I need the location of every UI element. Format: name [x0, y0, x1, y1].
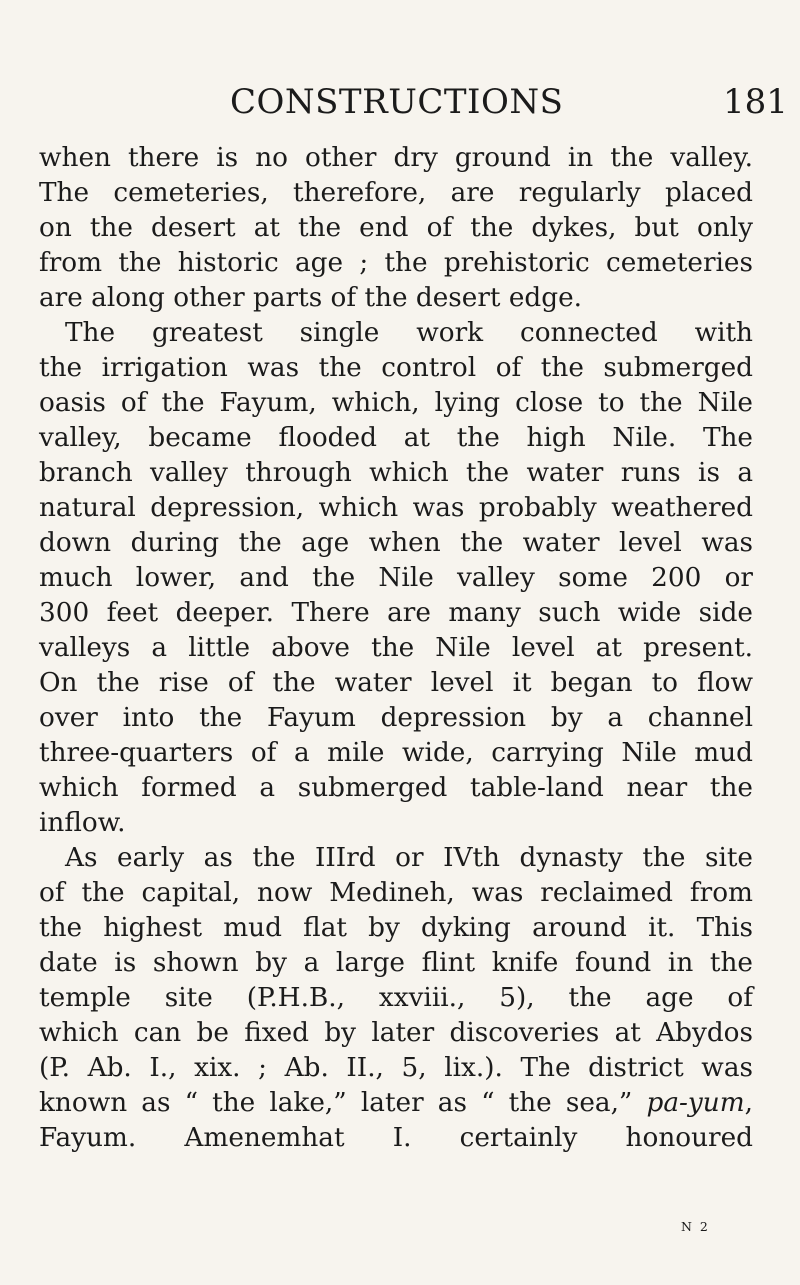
text-span: , — [744, 1088, 753, 1118]
signature-mark: N 2 — [681, 1219, 710, 1234]
text-line: on the desert at the end of the dykes, but only — [39, 213, 753, 243]
text-line: the highest mud flat by dyking around it. This — [39, 913, 753, 943]
text-line: when there is no other dry ground in the valley. — [39, 143, 753, 173]
running-header-title: CONSTRUCTIONS — [230, 82, 564, 122]
text-line: much lower, and the Nile valley some 200 or — [39, 563, 753, 593]
text-line: The cemeteries, therefore, are regularly placed — [39, 178, 753, 208]
italic-term: pa-yum — [646, 1088, 745, 1118]
text-line: branch valley through which the water runs is a — [39, 458, 753, 488]
text-line: from the historic age ; the prehistoric cemeteries — [39, 248, 753, 278]
text-line: On the rise of the water level it began to flow — [39, 668, 753, 698]
text-line: inflow. — [39, 808, 126, 838]
text-line-with-italic — [39, 1086, 753, 1121]
text-line: valleys a little above the Nile level at present. — [39, 633, 753, 663]
paragraph-start-line: As early as the IIIrd or IVth dynasty the site — [65, 843, 753, 873]
text-line: which formed a submerged table-land near the — [39, 773, 753, 803]
text-span: known as “ the lake,” later as “ the sea,” — [39, 1088, 647, 1118]
text-line: three-quarters of a mile wide, carrying Nile mud — [39, 738, 753, 768]
text-line: date is shown by a large flint knife found in the — [39, 948, 753, 978]
text-line: the irrigation was the control of the submerged — [39, 353, 753, 383]
paragraph-start-line: The greatest single work connected with — [65, 318, 753, 348]
text-line: (P. Ab. I., xix. ; Ab. II., 5, lix.). The district was — [39, 1053, 753, 1083]
text-line: natural depression, which was probably weathered — [39, 493, 753, 523]
text-line: over into the Fayum depression by a channel — [39, 703, 753, 733]
text-line: 300 feet deeper. There are many such wide side — [39, 598, 753, 628]
text-line: are along other parts of the desert edge. — [39, 283, 583, 313]
text-line: valley, became flooded at the high Nile. The — [39, 423, 753, 453]
text-line: of the capital, now Medineh, was reclaimed from — [39, 878, 753, 908]
text-line: oasis of the Fayum, which, lying close to the Nile — [39, 388, 753, 418]
page-number: 181 — [723, 82, 788, 122]
text-line: down during the age when the water level was — [39, 528, 753, 558]
text-line: temple site (P.H.B., xxviii., 5), the age of — [39, 983, 753, 1013]
text-line: which can be fixed by later discoveries at Abydos — [39, 1018, 753, 1048]
text-line: Fayum. Amenemhat I. certainly honoured — [39, 1123, 753, 1153]
